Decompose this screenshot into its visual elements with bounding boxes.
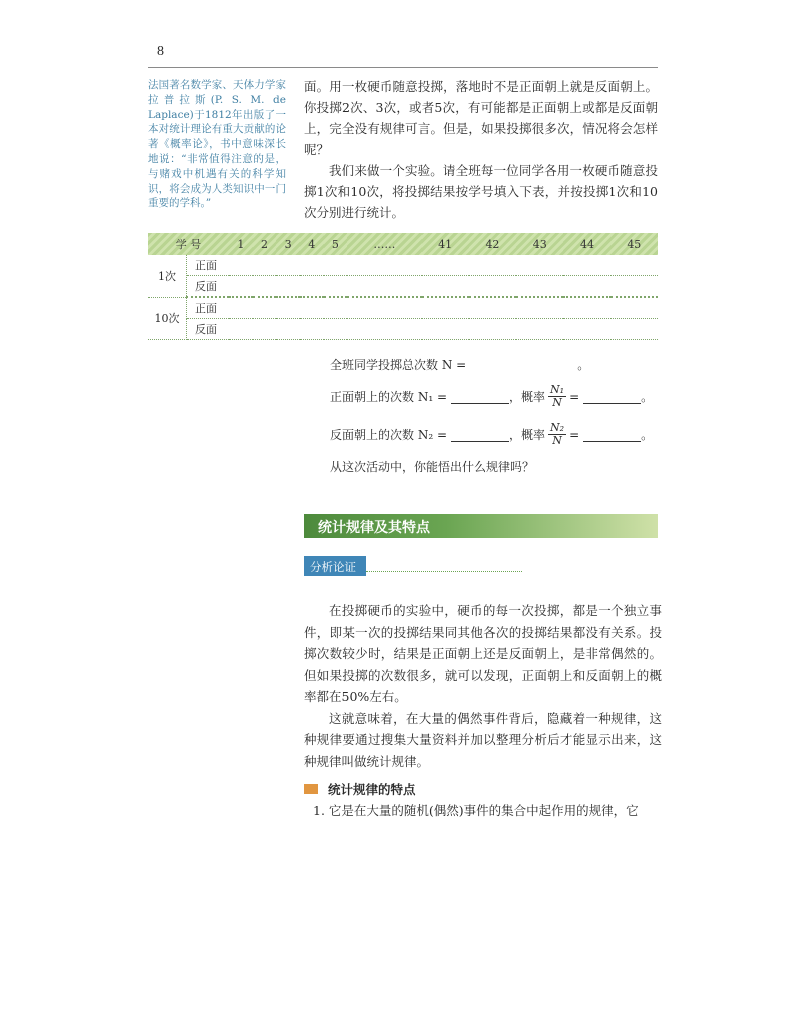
table-row [148, 255, 658, 276]
column-header: 43 [532, 237, 547, 251]
column-header: 5 [331, 237, 339, 251]
column-header: 1 [237, 237, 245, 251]
coin-toss-table [148, 233, 658, 340]
heads-label: 正面朝上的次数 N₁ = [330, 390, 447, 404]
equals-sign: = [569, 427, 580, 442]
heads-blank[interactable] [451, 389, 509, 404]
body-paragraph-2: 这就意味着，在大量的偶然事件背后，隐藏着一种规律，这种规律要通过搜集大量资料并加以整理分析后才能显示出来，这种规律叫做统计规律。 [304, 710, 662, 769]
group-label-1: 1次 [148, 255, 187, 297]
heads-end: 。 [641, 390, 654, 404]
page-number: 8 [157, 44, 164, 59]
prob-label: ，概率 [509, 428, 546, 442]
blank-cells[interactable] [229, 297, 658, 319]
intro-text [304, 76, 658, 223]
face-label: 正面 [187, 255, 230, 276]
prob-label: ，概率 [509, 390, 546, 404]
tails-prob-blank[interactable] [583, 427, 641, 442]
tails-blank[interactable] [451, 427, 509, 442]
total-label: 全班同学投掷总次数 N = [330, 358, 467, 372]
sidenote: 法国著名数学家、天体力学家拉普拉斯(P. S. M. de Laplace)于1812年出版了一本对统计理论有重大贡献的论著《概率论》，书中意味深长地说：“非常值得注意的是，与赌戏中机遇有关的科学知识，将会成为人类知识中一门重要的学科。” [148, 79, 286, 210]
blank-cells[interactable] [229, 276, 658, 298]
column-header: 2 [260, 237, 268, 251]
heads-line [330, 384, 653, 409]
intro-paragraph-1: 面。用一枚硬币随意投掷，落地时不是正面朝上就是反面朝上。你投掷2次、3次，或者5次，有可能都是正面朝上或都是反面朝上，完全没有规律可言。但是，如果投掷很多次，情况将会怎样呢？ [304, 79, 658, 157]
blank-cells[interactable] [229, 319, 658, 340]
column-header: 42 [485, 237, 500, 251]
heads-prob-blank[interactable] [583, 389, 641, 404]
header-rule [148, 67, 658, 68]
feature-heading-text: 统计规律的特点 [328, 782, 416, 797]
column-header: 4 [308, 237, 316, 251]
question-line: 从这次活动中，你能悟出什么规律吗？ [330, 460, 535, 474]
group-label-10: 10次 [148, 297, 187, 340]
table-row [148, 276, 658, 298]
section-banner [304, 514, 658, 538]
column-header: …… [373, 237, 396, 251]
fraction-denominator: N [552, 434, 562, 447]
equals-sign: = [569, 389, 580, 404]
face-label: 反面 [187, 276, 230, 298]
tails-end: 。 [641, 428, 654, 442]
section-title: 统计规律及其特点 [318, 520, 430, 536]
fraction-n1-n [548, 384, 566, 409]
body-paragraph-1: 在投掷硬币的实验中，硬币的每一次投掷，都是一个独立事件，即某一次的投掷结果同其他各次的投掷结果都没有关系。投掷次数较少时，结果是正面朝上还是反面朝上，是非常偶然的。但如果投掷的次数很多，就可以发现，正面朝上和反面朝上的概率都在50%左右。 [304, 603, 662, 704]
fraction-numerator: N₂ [550, 421, 565, 434]
column-header: 44 [580, 237, 594, 251]
sub-tag-label: 分析论证 [310, 560, 356, 574]
tails-label: 反面朝上的次数 N₂ = [330, 428, 447, 442]
blank-cells[interactable] [229, 255, 658, 276]
total-end: 。 [577, 358, 590, 372]
point-1: 1. 它是在大量的随机(偶然)事件的集合中起作用的规律，它 [313, 803, 639, 818]
total-line [330, 356, 589, 373]
column-header: 3 [284, 237, 292, 251]
table-header-row [148, 233, 658, 255]
body-text [304, 600, 662, 772]
total-blank[interactable] [472, 358, 577, 372]
fraction-denominator: N [552, 396, 562, 409]
bullet-square-icon [304, 784, 318, 794]
table-row [148, 297, 658, 319]
column-header: 45 [627, 237, 642, 251]
fraction-n2-n [548, 422, 566, 447]
table-header-label: 学 号 [175, 238, 202, 251]
feature-heading [304, 780, 416, 798]
table-row [148, 319, 658, 340]
face-label: 反面 [187, 319, 230, 340]
intro-paragraph-2: 我们来做一个实验。请全班每一位同学各用一枚硬币随意投掷1次和10次，将投掷结果按学号填入下表，并按投掷1次和10次分别进行统计。 [304, 163, 658, 220]
fraction-numerator: N₁ [550, 383, 565, 396]
tails-line [330, 422, 653, 447]
sub-tag [304, 556, 366, 576]
column-header: 41 [438, 237, 453, 251]
sub-tag-rule [366, 571, 522, 572]
face-label: 正面 [187, 297, 230, 319]
